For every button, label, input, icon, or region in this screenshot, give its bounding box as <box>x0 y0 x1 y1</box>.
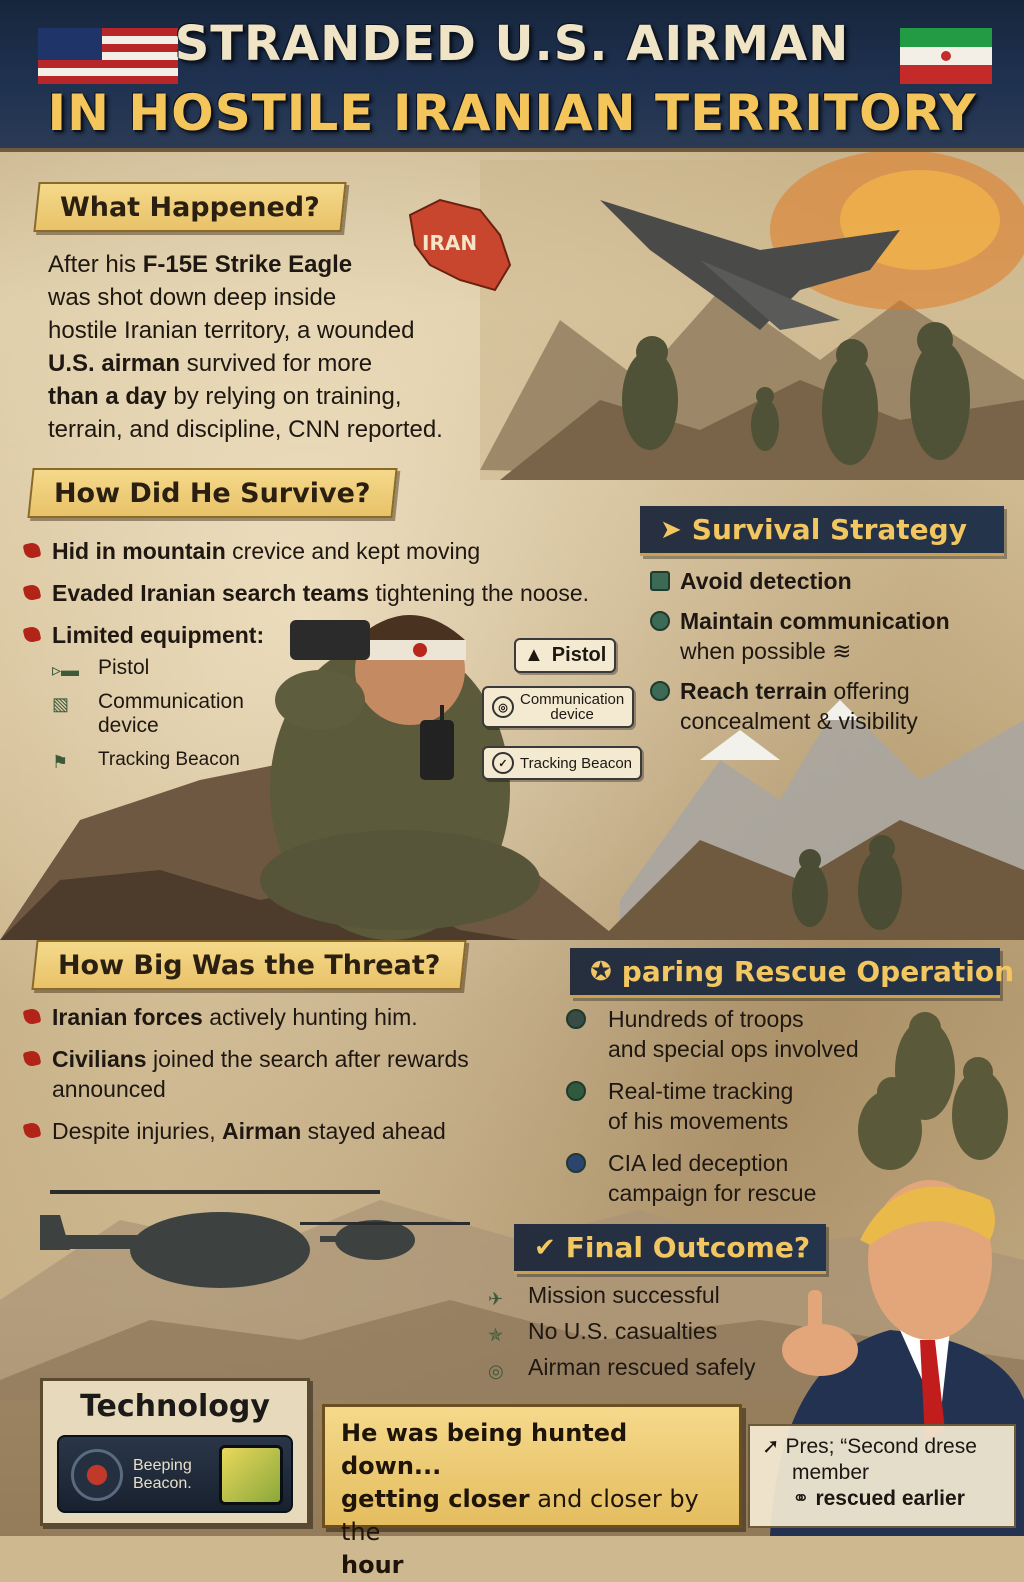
list-item: ✯ No U.S. casualties <box>488 1316 788 1346</box>
what-happened-text <box>48 248 518 446</box>
bullet-icon <box>23 1122 42 1140</box>
wh-line1b: F-15E Strike Eagle <box>142 251 353 278</box>
title-line-1: STRANDED U.S. AIRMAN <box>174 16 850 72</box>
tracking-icon: ✓ <box>492 752 514 774</box>
threat-banner <box>31 940 467 990</box>
list-item: Iranian forces actively hunting him. <box>22 1002 542 1032</box>
list-item: Maintain communication when possible ≋ <box>650 606 1010 666</box>
comm-callout: ◎ Communication device <box>482 686 634 728</box>
quote-line2: getting closer and closer by the <box>341 1485 699 1546</box>
wh-line4a: U.S. airman <box>48 350 181 377</box>
what-happened-heading: What Happened? <box>60 191 320 223</box>
bullet-icon <box>23 584 42 602</box>
wh-line1a: After his <box>48 251 143 278</box>
list-item: ✈ Mission successful <box>488 1280 788 1310</box>
pistol-icon: ▹▬ <box>52 660 80 680</box>
list-item: Avoid detection <box>650 566 1010 596</box>
list-item: ◎ Airman rescued safely <box>488 1352 788 1382</box>
star-icon: ✪ <box>590 956 612 986</box>
wh-line4b: survived for more <box>180 350 373 377</box>
outcome-heading: Final Outcome? <box>565 1231 811 1264</box>
plane-icon: ✈ <box>488 1289 504 1309</box>
list-item: CIA led deception campaign for rescue <box>566 1148 886 1208</box>
equipment-item: ▹▬ Pistol <box>52 656 150 680</box>
bullet-icon <box>23 542 42 560</box>
list-item: Hundreds of troops and special ops involved <box>566 1004 886 1064</box>
link-icon: ⚭ <box>792 1487 816 1510</box>
threat-list <box>22 1002 542 1158</box>
survival-strategy-banner <box>640 506 1004 556</box>
phone-icon: ▧ <box>52 694 70 714</box>
shield-check-icon: ◎ <box>488 1361 504 1381</box>
troops-icon <box>566 1009 586 1029</box>
list-item: Civilians joined the search after rewards announced <box>22 1044 542 1104</box>
president-note <box>748 1424 1016 1528</box>
shield-icon <box>650 571 670 591</box>
wh-line6: terrain, and discipline, CNN reported. <box>48 416 443 443</box>
how-survive-banner <box>27 468 397 518</box>
shield-icon <box>650 611 670 631</box>
wh-line2: was shot down deep inside <box>48 284 337 311</box>
beacon-icon: ⚑ <box>52 752 69 772</box>
pistol-callout: ▲ Pistol <box>514 638 616 673</box>
beacon-dial-icon <box>71 1449 123 1501</box>
how-survive-heading: How Did He Survive? <box>54 477 371 509</box>
iran-map-label: IRAN <box>422 231 478 255</box>
signal-icon: ≋ <box>832 638 852 664</box>
threat-heading: How Big Was the Threat? <box>58 949 441 981</box>
list-item: Despite injuries, Airman stayed ahead <box>22 1116 542 1146</box>
cia-icon <box>566 1153 586 1173</box>
wh-line5b: by relying on training, <box>166 383 402 410</box>
pres-line1: ➚ Pres; “Second drese <box>762 1435 977 1458</box>
radio-icon: ◎ <box>492 696 514 718</box>
list-item: Limited equipment: ▹▬ Pistol ▧ Communication device ⚑ Tracking Beacon <box>22 620 632 772</box>
quote-line3: hour <box>341 1551 404 1579</box>
bullet-icon <box>23 1008 42 1026</box>
list-item: Reach terrain offering concealment & visibility <box>650 676 1010 736</box>
medal-icon: ✯ <box>488 1325 504 1345</box>
rescue-list <box>566 1004 886 1220</box>
pres-line2: member <box>792 1461 870 1484</box>
wh-line3: hostile Iranian territory, a wounded <box>48 317 415 344</box>
outcome-banner <box>514 1224 826 1274</box>
check-icon: ✔ <box>534 1232 556 1262</box>
equipment-item: ▧ Communication device <box>52 690 244 737</box>
bullet-icon <box>23 626 42 644</box>
title-line-2: IN HOSTILE IRANIAN TERRITORY <box>47 84 977 142</box>
survival-strategy-list <box>650 566 1010 748</box>
rocket-icon: ➤ <box>660 514 682 544</box>
tracking-icon <box>566 1081 586 1101</box>
technology-heading: Technology <box>80 1389 270 1424</box>
gps-screen-icon <box>219 1445 283 1505</box>
rescue-heading: paring Rescue Operation <box>621 955 1015 988</box>
quote-box <box>322 1404 742 1579</box>
survival-strategy-heading: Survival Strategy <box>691 513 967 546</box>
outcome-list <box>488 1280 788 1388</box>
rescue-banner <box>570 948 1015 998</box>
pres-line3: ⚭ rescued earlier <box>792 1487 965 1510</box>
list-item: Hid in mountain crevice and kept moving <box>22 536 632 566</box>
beacon-device <box>57 1435 293 1513</box>
beacon-label: Beeping Beacon. <box>133 1457 192 1492</box>
tracking-callout: ✓ Tracking Beacon <box>482 746 642 780</box>
quote-line1: He was being hunted down... <box>341 1419 628 1480</box>
pistol-callout-icon: ▲ <box>524 644 544 666</box>
shield-icon <box>650 681 670 701</box>
list-item: Real-time tracking of his movements <box>566 1076 886 1136</box>
list-item: Evaded Iranian search teams tightening the noose. <box>22 578 632 608</box>
bullet-icon <box>23 1050 42 1068</box>
arrow-icon: ➚ <box>762 1435 786 1458</box>
header <box>0 0 1024 152</box>
what-happened-banner <box>33 182 346 232</box>
technology-box <box>40 1378 310 1526</box>
wh-line5a: than a day <box>48 383 167 410</box>
equipment-item: ⚑ Tracking Beacon <box>52 749 240 772</box>
